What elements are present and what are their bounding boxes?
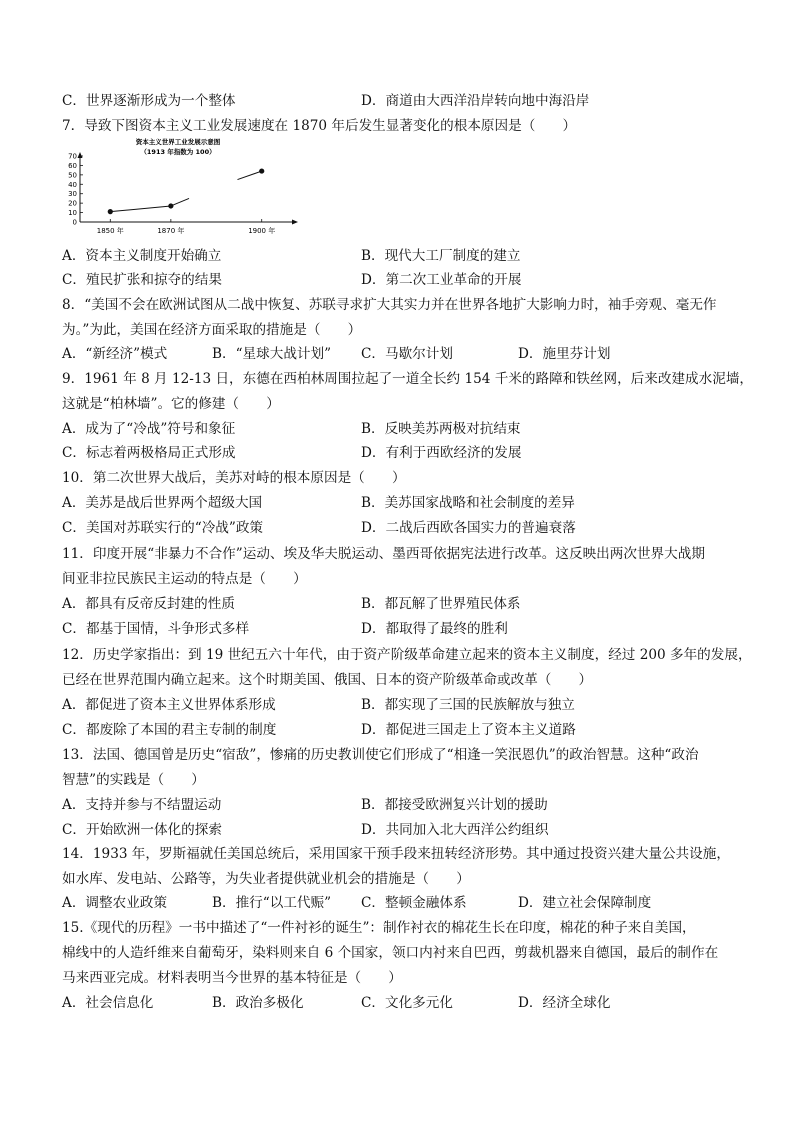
q7-option-b: B．现代大工厂制度的建立 (361, 248, 521, 264)
q10-stem: 10．第二次世界大战后，美苏对峙的根本原因是（ ） (62, 470, 406, 486)
q11-option-b: B．都瓦解了世界殖民体系 (361, 596, 521, 612)
q11-stem-line2: 间亚非拉民族民主运动的特点是（ ） (62, 571, 307, 587)
q9-option-d: D．有利于西欧经济的发展 (361, 445, 522, 461)
q8-option-a: A．“新经济”模式 (62, 346, 168, 362)
q15-option-d: D．经济全球化 (518, 995, 611, 1011)
q14-stem-line2: 如水库、发电站、公路等，为失业者提供就业机会的措施是（ ） (62, 871, 470, 887)
q13-option-d: D．共同加入北大西洋公约组织 (361, 822, 549, 838)
q12-stem-line2: 已经在世界范围内确立起来。这个时期美国、俄国、日本的资产阶级革命或改革（ ） (62, 672, 593, 688)
q12-option-c: C．都废除了本国的君主专制的制度 (62, 722, 277, 738)
series-line-segment (110, 206, 171, 212)
q8-stem-line1: 8．“美国不会在欧洲试图从二战中恢复、苏联寻求扩大其实力并在世界各地扩大影响力时，袖手旁观、毫无作 (62, 297, 717, 313)
q12-option-d: D．都促进三国走上了资本主义道路 (361, 722, 576, 738)
chart-marks (68, 153, 275, 236)
data-point (108, 209, 113, 214)
series-line-segment (171, 198, 189, 206)
data-point (168, 203, 173, 208)
data-point (259, 168, 264, 173)
y-axis-arrow (78, 152, 83, 158)
q10-option-b: B．美苏国家战略和社会制度的差异 (361, 495, 575, 511)
q9-stem-line1: 9．1961 年 8 月 12-13 日，东德在西柏林周围拉起了一道全长约 154 千米的路障和铁丝网，后来改建成水泥墙， (62, 371, 754, 387)
q14-option-a: A．调整农业政策 (62, 895, 167, 911)
q7-option-c: C．殖民扩张和掠夺的结果 (62, 272, 222, 288)
q11-option-d: D．都取得了最终的胜利 (361, 621, 508, 637)
q12-option-a: A．都促进了资本主义世界体系形成 (62, 697, 276, 713)
q13-option-c: C．开始欧洲一体化的探索 (62, 822, 222, 838)
q14-option-c: C．整顿金融体系 (361, 895, 467, 911)
y-tick-label: 30 (68, 190, 77, 199)
industry-chart (60, 134, 300, 246)
q11-option-c: C．都基于国情，斗争形式多样 (62, 621, 250, 637)
chart-title: 资本主义世界工业发展示意图 (135, 138, 221, 146)
q9-option-a: A．成为了“冷战”符号和象征 (62, 421, 236, 437)
q15-stem-line2: 棉线中的人造纤维来自葡萄牙，染料则来自 6 个国家，领口内衬来自巴西，剪裁机器来自德国，最后的制作在 (62, 945, 719, 961)
q15-stem-line3: 马来西亚完成。材料表明当今世界的基本特征是（ ） (62, 970, 402, 986)
q8-option-c: C．马歇尔计划 (361, 346, 453, 362)
series-line-segment (237, 171, 261, 179)
q7-stem: 7．导致下图资本主义工业发展速度在 1870 年后发生显著变化的根本原因是（ ） (62, 118, 577, 134)
q15-option-c: C．文化多元化 (361, 995, 453, 1011)
q11-option-a: A．都具有反帝反封建的性质 (62, 596, 235, 612)
q10-option-c: C．美国对苏联实行的“冷战”政策 (62, 520, 264, 536)
x-tick-label: 1900 年 (248, 227, 276, 235)
q10-option-a: A．美苏是战后世界两个超级大国 (62, 495, 263, 511)
q9-option-b: B．反映美苏两极对抗结束 (361, 421, 521, 437)
y-tick-label: 10 (68, 209, 77, 218)
y-tick-label: 20 (68, 199, 77, 208)
q14-option-b: B．推行“以工代赈” (212, 895, 332, 911)
y-tick-label: 40 (68, 180, 77, 189)
q12-stem-line1: 12．历史学家指出：到 19 世纪五六十年代，由于资产阶级革命建立起来的资本主义制度，经过 200 多年的发展， (62, 647, 752, 663)
chart-subtitle: （1913 年指数为 100） (140, 148, 216, 156)
q8-stem-line2: 为。”为此，美国在经济方面采取的措施是（ ） (62, 322, 362, 338)
industry-chart-svg (60, 134, 300, 246)
x-tick-label: 1870 年 (157, 227, 185, 235)
q9-option-c: C．标志着两极格局正式形成 (62, 445, 236, 461)
y-tick-label: 50 (68, 171, 77, 180)
q13-option-a: A．支持并参与不结盟运动 (62, 797, 222, 813)
y-tick-label: 0 (72, 218, 77, 227)
q9-stem-line2: 这就是“柏林墙”。它的修建（ ） (62, 396, 280, 412)
q13-option-b: B．都接受欧洲复兴计划的援助 (361, 797, 548, 813)
y-tick-label: 60 (68, 161, 77, 170)
q7-option-a: A．资本主义制度开始确立 (62, 248, 222, 264)
q12-option-b: B．都实现了三国的民族解放与独立 (361, 697, 575, 713)
q6-option-c: C．世界逐渐形成为一个整体 (62, 93, 236, 109)
q6-option-d: D．商道由大西洋沿岸转向地中海沿岸 (361, 93, 590, 109)
y-tick-label: 70 (68, 152, 77, 161)
q15-option-a: A．社会信息化 (62, 995, 154, 1011)
x-axis-arrow (292, 220, 298, 225)
q14-stem-line1: 14．1933 年，罗斯福就任美国总统后，采用国家干预手段来扭转经济形势。其中通过投资兴建大量公共设施， (62, 846, 730, 862)
q15-stem-line1: 15.《现代的历程》一书中描述了“一件衬衫的诞生”：制作衬衣的棉花生长在印度，棉花的种子来自美国， (62, 920, 696, 936)
q15-option-b: B．政治多极化 (212, 995, 304, 1011)
q8-option-b: B．“星球大战计划” (212, 346, 332, 362)
q8-option-d: D．施里芬计划 (518, 346, 611, 362)
q11-stem-line1: 11．印度开展“非暴力不合作”运动、埃及华夫脱运动、墨西哥依据宪法进行改革。这反映出两次世界大战期 (62, 546, 705, 562)
x-tick-label: 1850 年 (96, 227, 124, 235)
q7-option-d: D．第二次工业革命的开展 (361, 272, 522, 288)
q14-option-d: D．建立社会保障制度 (518, 895, 652, 911)
q13-stem-line1: 13．法国、德国曾是历史“宿敌”，惨痛的历史教训使它们形成了“相逢一笑泯恩仇”的政治智慧。这种“政治 (62, 747, 699, 763)
q13-stem-line2: 智慧”的实践是（ ） (62, 772, 205, 788)
q10-option-d: D．二战后西欧各国实力的普遍衰落 (361, 520, 576, 536)
